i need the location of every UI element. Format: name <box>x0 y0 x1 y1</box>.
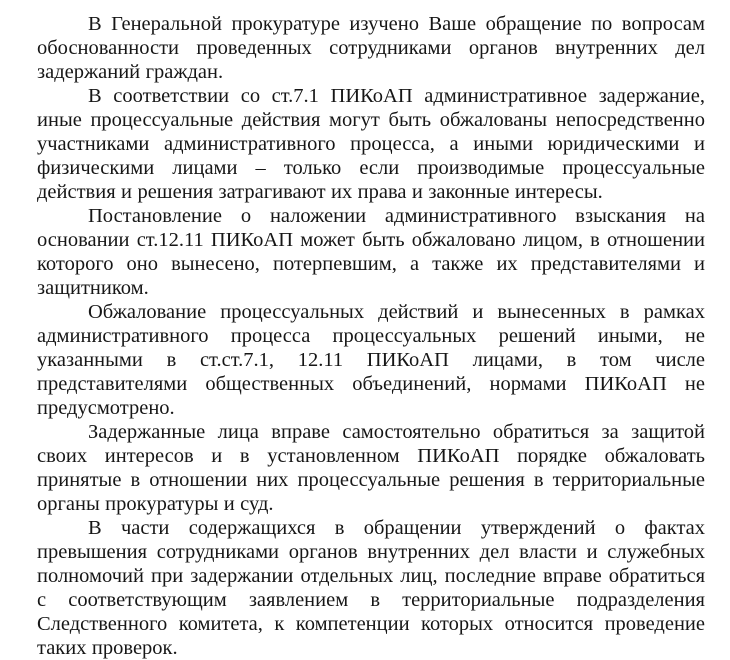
paragraph-article-12-11: Постановление о наложении административного взыскания на основании ст.12.11 ПИКоАП может быть обжаловано лицом, в отношении которого оно вынесено, потерпевшим, а также их представителями и защитником. <box>37 205 705 299</box>
paragraph-detained-rights: Задержанные лица вправе самостоятельно обратиться за защитой своих интересов и в установленном ПИКоАП порядке обжаловать принятые в отношении них процессуальные решения в территориальные органы прокуратуры и суд. <box>37 421 705 515</box>
paragraph-investigative-committee: В части содержащихся в обращении утверждений о фактах превышения сотрудниками органов внутренних дел власти и служебных полномочий при задержании отдельных лиц, последние вправе обратиться с соответствующим заявлением в территориальные подразделения Следственного комитета, к компетенции которых относится проведение таких проверок. <box>37 517 705 659</box>
paragraph-appeal-restriction: Обжалование процессуальных действий и вынесенных в рамках административного процесса процессуальных решений иными, не указанными в ст.ст.7.1, 12.11 ПИКоАП лицами, в том числе представителями общественных объединений, нормами ПИКоАП не предусмотрено. <box>37 301 705 419</box>
letter-body <box>37 12 705 660</box>
paragraph-article-7-1: В соответствии со ст.7.1 ПИКоАП административное задержание, иные процессуальные действия могут быть обжалованы непосредственно участниками административного процесса, а иными юридическими и физическими лицами – только если производимые процессуальные действия и решения затрагивают их права и законные интересы. <box>37 85 705 203</box>
paragraph-review-notice: В Генеральной прокуратуре изучено Ваше обращение по вопросам обоснованности проведенных сотрудниками органов внутренних дел задержаний граждан. <box>37 13 705 83</box>
